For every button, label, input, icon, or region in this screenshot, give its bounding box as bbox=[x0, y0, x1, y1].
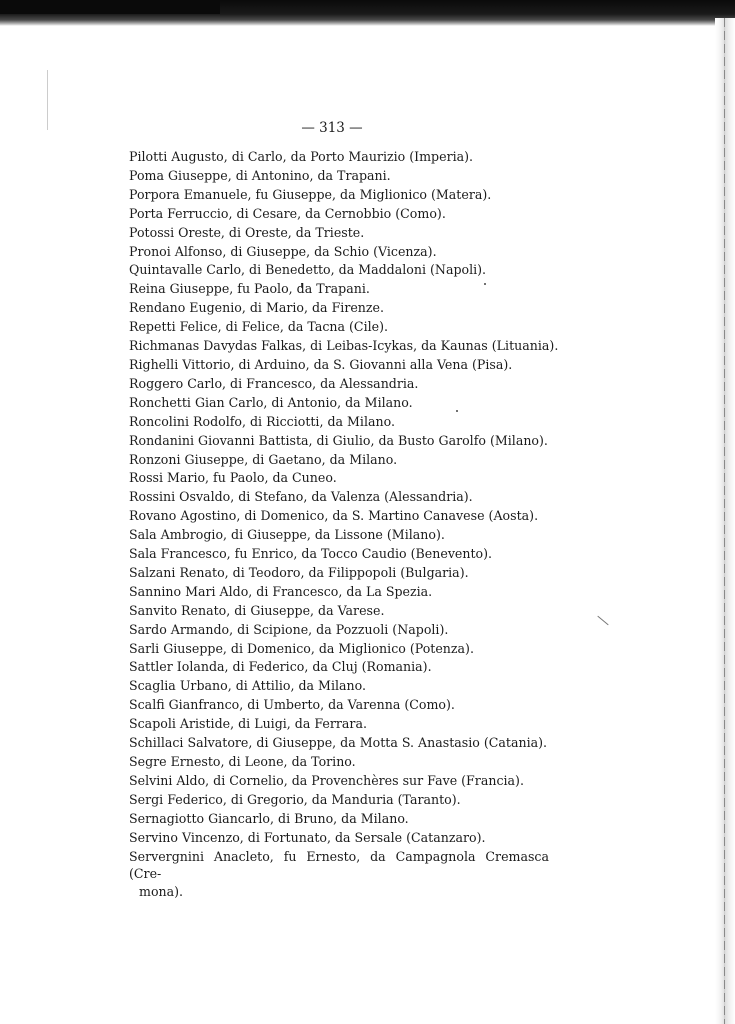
list-entry: Rossini Osvaldo, di Stefano, da Valenza (Alessandria). bbox=[129, 489, 473, 505]
list-entry: Selvini Aldo, di Cornelio, da Provenchères sur Fave (Francia). bbox=[129, 772, 524, 788]
list-entry: Porta Ferruccio, di Cesare, da Cernobbio (Como). bbox=[129, 205, 446, 221]
list-entry: Potossi Oreste, di Oreste, da Trieste. bbox=[129, 224, 365, 240]
list-entry: Sarli Giuseppe, di Domenico, da Miglionico (Potenza). bbox=[129, 640, 474, 656]
list-entry: Sattler Iolanda, di Federico, da Cluj (Romania). bbox=[129, 659, 432, 675]
list-entry: Salzani Renato, di Teodoro, da Filippopoli (Bulgaria). bbox=[129, 564, 469, 580]
list-entry: Scaglia Urbano, di Attilio, da Milano. bbox=[129, 678, 366, 694]
list-entry: Servino Vincenzo, di Fortunato, da Sersale (Catanzaro). bbox=[129, 829, 486, 845]
list-entry: Reina Giuseppe, fu Paolo, da Trapani. bbox=[129, 281, 370, 297]
list-entry: Segre Ernesto, di Leone, da Torino. bbox=[129, 754, 356, 769]
list-entry: Ronchetti Gian Carlo, di Antonio, da Milano. bbox=[129, 394, 413, 410]
list-entry: Scalfi Gianfranco, di Umberto, da Varenna (Como). bbox=[129, 697, 455, 713]
list-entry: Roggero Carlo, di Francesco, da Alessandria. bbox=[129, 375, 419, 391]
scan-left-mark bbox=[47, 70, 48, 130]
page-edge-line bbox=[724, 18, 725, 1024]
scan-top-border bbox=[0, 0, 735, 26]
list-entry: Poma Giuseppe, di Antonino, da Trapani. bbox=[129, 167, 391, 183]
list-entry-wrapped bbox=[129, 848, 549, 901]
list-entry: Richmanas Davydas Falkas, di Leibas-Icykas, da Kaunas (Lituania). bbox=[129, 338, 559, 354]
page-number: — 313 — bbox=[301, 120, 363, 136]
list-entry: Sannino Mari Aldo, di Francesco, da La Spezia. bbox=[129, 583, 433, 599]
list-entry: Roncolini Rodolfo, di Ricciotti, da Milano. bbox=[129, 413, 395, 429]
list-entry: Rovano Agostino, di Domenico, da S. Martino Canavese (Aosta). bbox=[129, 508, 539, 524]
list-entry: Porpora Emanuele, fu Giuseppe, da Miglionico (Matera). bbox=[129, 186, 492, 202]
list-entry: Righelli Vittorio, di Arduino, da S. Giovanni alla Vena (Pisa). bbox=[129, 356, 513, 372]
list-entry: Rendano Eugenio, di Mario, da Firenze. bbox=[129, 300, 385, 316]
list-entry: Sergi Federico, di Gregorio, da Manduria (Taranto). bbox=[129, 791, 461, 807]
list-entry: Sernagiotto Giancarlo, di Bruno, da Milano. bbox=[129, 810, 409, 826]
name-list bbox=[129, 148, 559, 901]
list-entry: Quintavalle Carlo, di Benedetto, da Maddaloni (Napoli). bbox=[129, 262, 487, 278]
list-entry: Rossi Mario, fu Paolo, da Cuneo. bbox=[129, 470, 337, 486]
list-entry-first-line: Servergnini Anacleto, fu Ernesto, da Campagnola Cremasca (Cre- bbox=[129, 848, 549, 882]
list-entry: Repetti Felice, di Felice, da Tacna (Cile). bbox=[129, 319, 388, 335]
list-entry: Ronzoni Giuseppe, di Gaetano, da Milano. bbox=[129, 451, 398, 467]
list-entry: Sanvito Renato, di Giuseppe, da Varese. bbox=[129, 602, 385, 618]
scan-top-border-shadow bbox=[0, 0, 220, 14]
list-entry: Sala Ambrogio, di Giuseppe, da Lissone (Milano). bbox=[129, 527, 445, 543]
list-entry: Pronoi Alfonso, di Giuseppe, da Schio (Vicenza). bbox=[129, 243, 437, 259]
scan-right-edge bbox=[715, 18, 735, 1024]
list-entry: Sardo Armando, di Scipione, da Pozzuoli (Napoli). bbox=[129, 621, 449, 637]
list-entry-continuation: mona). bbox=[139, 884, 184, 900]
ink-speck bbox=[597, 616, 608, 626]
list-entry: Schillaci Salvatore, di Giuseppe, da Motta S. Anastasio (Catania). bbox=[129, 735, 548, 751]
list-entry: Pilotti Augusto, di Carlo, da Porto Maurizio (Imperia). bbox=[129, 149, 474, 164]
list-entry: Scapoli Aristide, di Luigi, da Ferrara. bbox=[129, 716, 367, 732]
list-entry: Rondanini Giovanni Battista, di Giulio, da Busto Garolfo (Milano). bbox=[129, 432, 548, 448]
list-entry: Sala Francesco, fu Enrico, da Tocco Caudio (Benevento). bbox=[129, 546, 493, 562]
